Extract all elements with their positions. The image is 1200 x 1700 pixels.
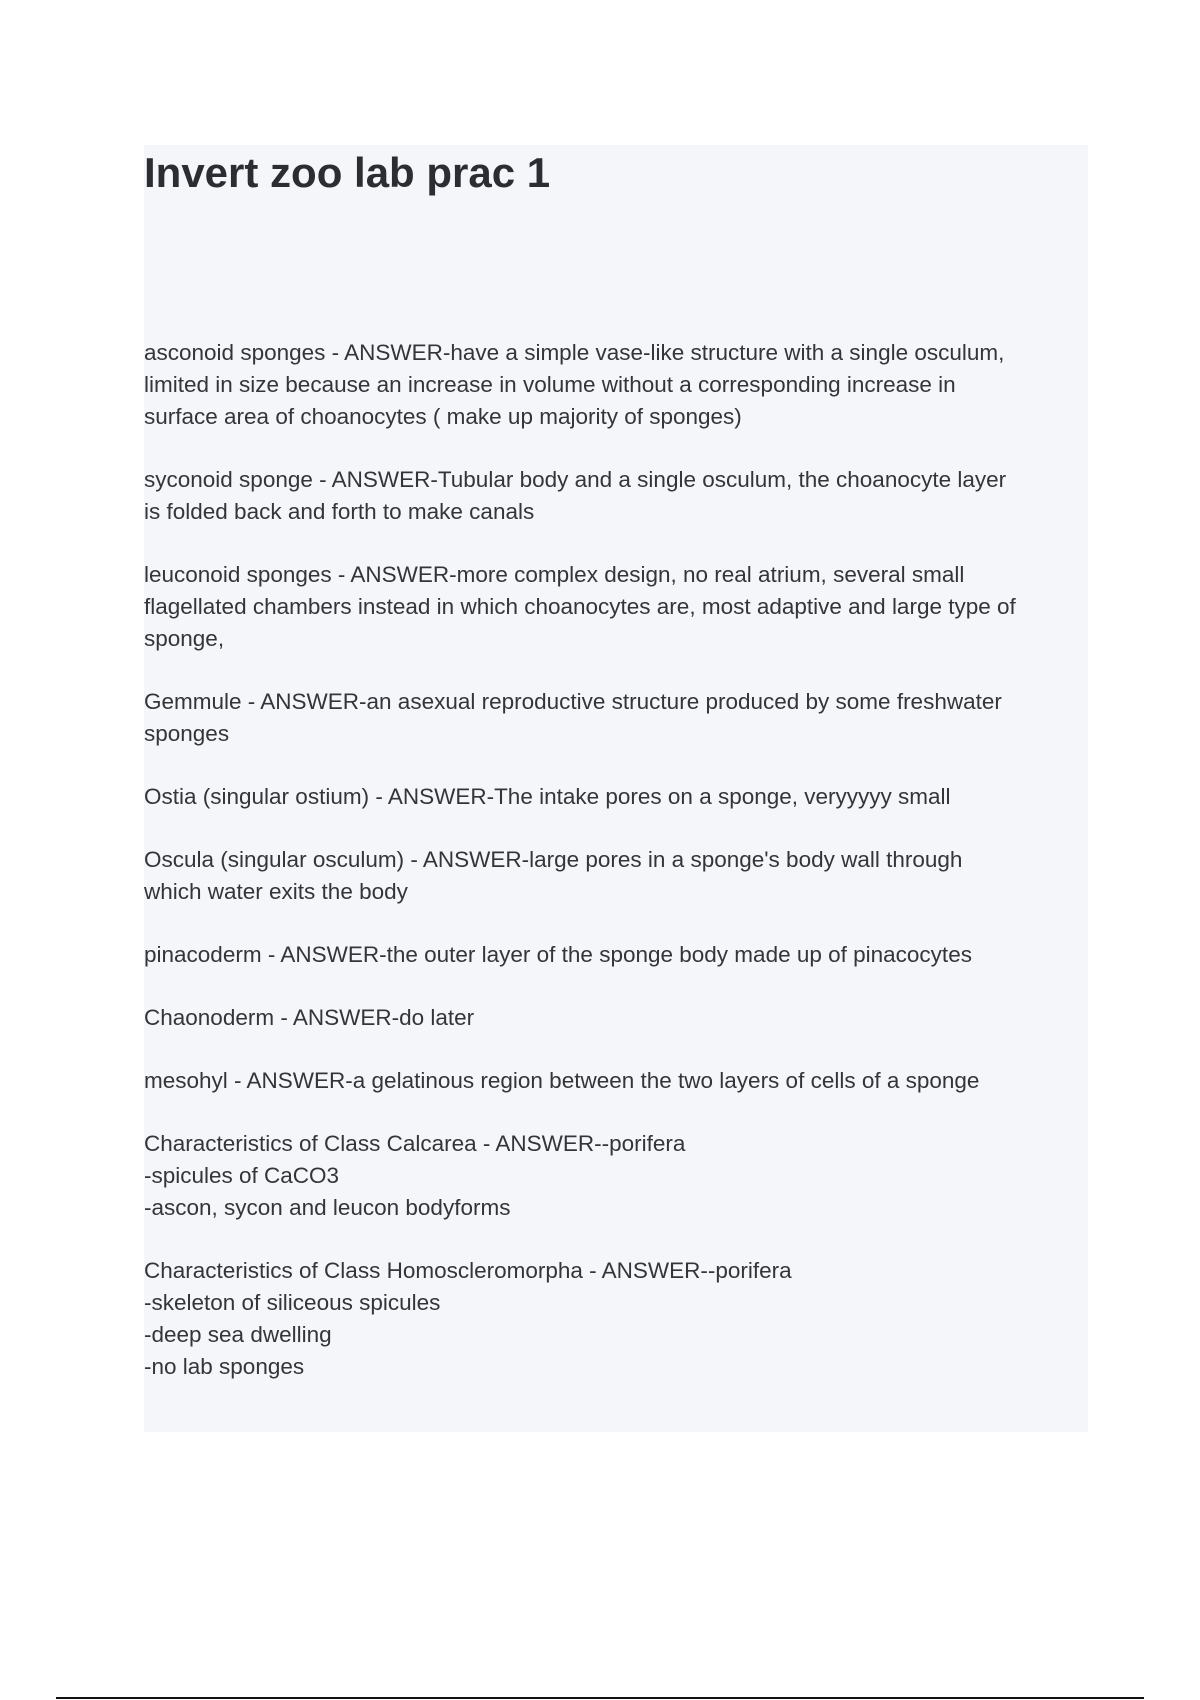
qa-entry bbox=[144, 1255, 1088, 1383]
qa-line: sponge, bbox=[144, 626, 225, 651]
qa-line: Ostia (singular ostium) - ANSWER-The intake pores on a sponge, veryyyyy small bbox=[144, 784, 951, 809]
qa-line: Gemmule - ANSWER-an asexual reproductive structure produced by some freshwater bbox=[144, 689, 1002, 714]
qa-entry bbox=[144, 781, 1088, 813]
document-title: Invert zoo lab prac 1 bbox=[144, 149, 551, 196]
qa-entry bbox=[144, 464, 1088, 528]
qa-entry bbox=[144, 559, 1088, 655]
qa-line: Oscula (singular osculum) - ANSWER-large pores in a sponge's body wall through bbox=[144, 847, 963, 872]
qa-line: mesohyl - ANSWER-a gelatinous region between the two layers of cells of a sponge bbox=[144, 1068, 980, 1093]
qa-line: pinacoderm - ANSWER-the outer layer of the sponge body made up of pinacocytes bbox=[144, 942, 972, 967]
qa-entry bbox=[144, 1128, 1088, 1224]
qa-line: syconoid sponge - ANSWER-Tubular body and a single osculum, the choanocyte layer bbox=[144, 467, 1007, 492]
qa-entry bbox=[144, 1002, 1088, 1034]
qa-entry bbox=[144, 686, 1088, 750]
footer-rule bbox=[56, 1697, 1144, 1699]
qa-line: -skeleton of siliceous spicules bbox=[144, 1290, 441, 1315]
qa-entry bbox=[144, 1065, 1088, 1097]
qa-line: -ascon, sycon and leucon bodyforms bbox=[144, 1195, 511, 1220]
qa-line: Characteristics of Class Homoscleromorpha - ANSWER--porifera bbox=[144, 1258, 792, 1283]
qa-entry bbox=[144, 939, 1088, 971]
qa-line: asconoid sponges - ANSWER-have a simple vase-like structure with a single osculum, bbox=[144, 340, 1005, 365]
qa-line: leuconoid sponges - ANSWER-more complex design, no real atrium, several small bbox=[144, 562, 965, 587]
qa-line: -spicules of CaCO3 bbox=[144, 1163, 340, 1188]
qa-list bbox=[144, 337, 1088, 1414]
qa-entry bbox=[144, 844, 1088, 908]
qa-line: limited in size because an increase in volume without a corresponding increase in bbox=[144, 372, 956, 397]
qa-line: surface area of choanocytes ( make up majority of sponges) bbox=[144, 404, 742, 429]
qa-line: is folded back and forth to make canals bbox=[144, 499, 535, 524]
qa-line: Chaonoderm - ANSWER-do later bbox=[144, 1005, 475, 1030]
qa-line: Characteristics of Class Calcarea - ANSWER--porifera bbox=[144, 1131, 686, 1156]
qa-line: sponges bbox=[144, 721, 230, 746]
qa-line: -no lab sponges bbox=[144, 1354, 305, 1379]
qa-entry bbox=[144, 337, 1088, 433]
qa-line: -deep sea dwelling bbox=[144, 1322, 332, 1347]
qa-line: which water exits the body bbox=[144, 879, 408, 904]
qa-line: flagellated chambers instead in which choanocytes are, most adaptive and large type of bbox=[144, 594, 1016, 619]
